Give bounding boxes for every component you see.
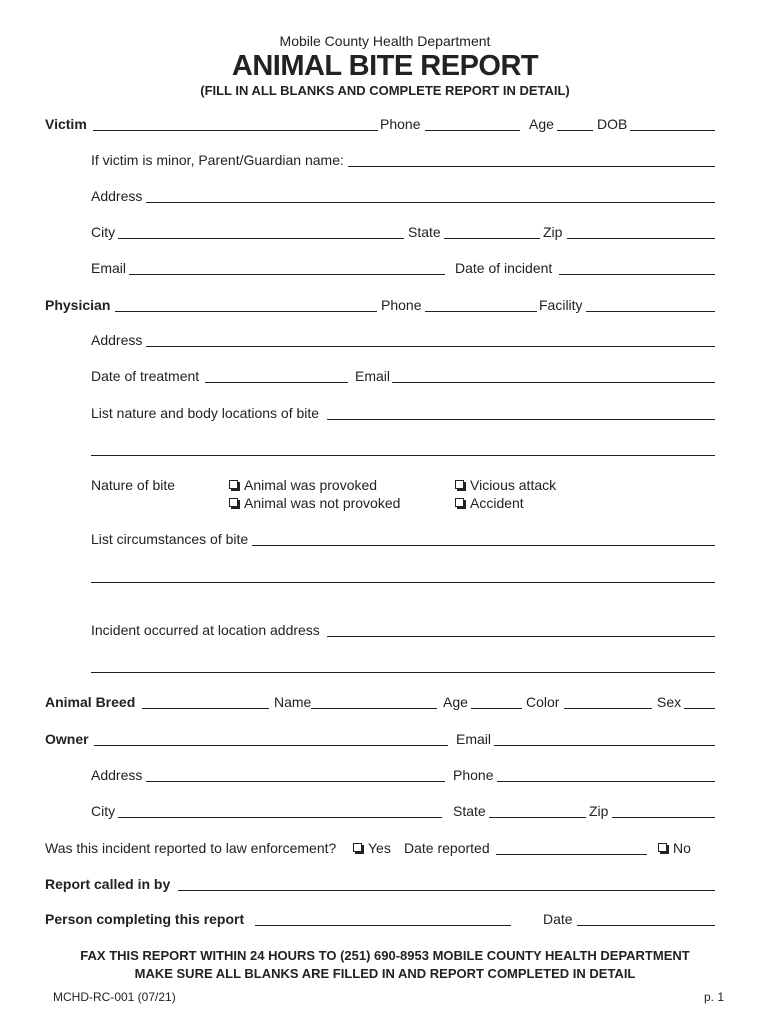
animal-breed-field[interactable] <box>142 708 269 709</box>
owner-phone-field[interactable] <box>497 781 715 782</box>
law-question: Was this incident reported to law enforcement? <box>45 840 337 856</box>
physician-email-field[interactable] <box>392 382 715 383</box>
victim-phone-label: Phone <box>380 116 421 132</box>
physician-address-label: Address <box>91 332 143 348</box>
guardian-field[interactable] <box>348 166 715 167</box>
owner-label: Owner <box>45 731 89 747</box>
law-yes-label: Yes <box>368 840 391 856</box>
animal-age-label: Age <box>443 694 468 710</box>
victim-state-label: State <box>408 224 441 240</box>
physician-phone-field[interactable] <box>425 311 537 312</box>
date-incident-label: Date of incident <box>455 260 553 276</box>
circumstances-field-2[interactable] <box>91 582 715 583</box>
victim-age-label: Age <box>529 116 554 132</box>
facility-label: Facility <box>539 297 583 313</box>
owner-zip-label: Zip <box>589 803 609 819</box>
completion-instructions: MAKE SURE ALL BLANKS ARE FILLED IN AND REPORT COMPLETED IN DETAIL <box>134 966 636 981</box>
animal-breed-label: Animal Breed <box>45 694 136 710</box>
owner-zip-field[interactable] <box>612 817 715 818</box>
owner-email-label: Email <box>456 731 492 747</box>
physician-address-field[interactable] <box>146 346 715 347</box>
victim-phone-field[interactable] <box>425 130 520 131</box>
bite-locations-field[interactable] <box>327 419 715 420</box>
not-provoked-option-label: Animal was not provoked <box>244 495 401 511</box>
owner-state-field[interactable] <box>489 817 586 818</box>
physician-name-field[interactable] <box>115 311 377 312</box>
department-name: Mobile County Health Department <box>279 33 491 49</box>
fax-instructions: FAX THIS REPORT WITHIN 24 HOURS TO (251) 690-8953 MOBILE COUNTY HEALTH DEPARTMENT <box>80 948 690 963</box>
owner-address-field[interactable] <box>146 781 445 782</box>
person-completing-field[interactable] <box>255 925 511 926</box>
date-reported-label: Date reported <box>404 840 490 856</box>
victim-email-label: Email <box>91 260 127 276</box>
victim-name-field[interactable] <box>93 130 378 131</box>
bite-locations-field-2[interactable] <box>91 455 715 456</box>
animal-color-field[interactable] <box>564 708 652 709</box>
animal-sex-label: Sex <box>657 694 682 710</box>
victim-city-label: City <box>91 224 116 240</box>
owner-city-field[interactable] <box>118 817 442 818</box>
nature-of-bite-label: Nature of bite <box>91 477 176 493</box>
animal-age-field[interactable] <box>471 708 522 709</box>
not-provoked-checkbox[interactable] <box>229 498 238 507</box>
circumstances-field[interactable] <box>252 545 715 546</box>
owner-state-label: State <box>453 803 486 819</box>
victim-address-field[interactable] <box>146 202 715 203</box>
accident-option-label: Accident <box>470 495 524 511</box>
guardian-label: If victim is minor, Parent/Guardian name: <box>91 152 344 168</box>
form-id: MCHD-RC-001 (07/21) <box>53 990 176 1004</box>
law-yes-checkbox[interactable] <box>353 843 362 852</box>
animal-sex-field[interactable] <box>684 708 715 709</box>
facility-field[interactable] <box>586 311 715 312</box>
victim-age-field[interactable] <box>557 130 593 131</box>
victim-label: Victim <box>45 116 87 132</box>
vicious-attack-option-label: Vicious attack <box>470 477 557 493</box>
provoked-checkbox[interactable] <box>229 480 238 489</box>
location-label: Incident occurred at location address <box>91 622 320 638</box>
victim-dob-label: DOB <box>597 116 628 132</box>
person-completing-label: Person completing this report <box>45 911 245 927</box>
completion-date-label: Date <box>543 911 573 927</box>
called-in-by-field[interactable] <box>178 890 715 891</box>
owner-phone-label: Phone <box>453 767 494 783</box>
victim-zip-field[interactable] <box>567 238 715 239</box>
owner-email-field[interactable] <box>494 745 715 746</box>
bite-locations-label: List nature and body locations of bite <box>91 405 320 421</box>
circumstances-label: List circumstances of bite <box>91 531 249 547</box>
owner-name-field[interactable] <box>94 745 448 746</box>
accident-checkbox[interactable] <box>455 498 464 507</box>
victim-zip-label: Zip <box>543 224 563 240</box>
location-field[interactable] <box>327 636 715 637</box>
vicious-attack-checkbox[interactable] <box>455 480 464 489</box>
animal-name-label: Name <box>274 694 312 710</box>
victim-dob-field[interactable] <box>630 130 715 131</box>
provoked-option-label: Animal was provoked <box>244 477 378 493</box>
animal-name-field[interactable] <box>311 708 437 709</box>
law-no-label: No <box>673 840 691 856</box>
physician-label: Physician <box>45 297 111 313</box>
victim-email-field[interactable] <box>129 274 445 275</box>
form-subtitle: (FILL IN ALL BLANKS AND COMPLETE REPORT IN DETAIL) <box>200 83 570 98</box>
location-field-2[interactable] <box>91 672 715 673</box>
called-in-by-label: Report called in by <box>45 876 171 892</box>
physician-email-label: Email <box>355 368 391 384</box>
victim-state-field[interactable] <box>444 238 540 239</box>
owner-city-label: City <box>91 803 116 819</box>
physician-phone-label: Phone <box>381 297 422 313</box>
date-incident-field[interactable] <box>559 274 715 275</box>
victim-address-label: Address <box>91 188 143 204</box>
victim-city-field[interactable] <box>118 238 404 239</box>
date-reported-field[interactable] <box>496 854 647 855</box>
page-number: p. 1 <box>704 990 725 1004</box>
owner-address-label: Address <box>91 767 143 783</box>
law-no-checkbox[interactable] <box>658 843 667 852</box>
date-treatment-field[interactable] <box>205 382 348 383</box>
completion-date-field[interactable] <box>577 925 715 926</box>
animal-color-label: Color <box>526 694 560 710</box>
form-title: ANIMAL BITE REPORT <box>231 50 539 82</box>
date-treatment-label: Date of treatment <box>91 368 200 384</box>
